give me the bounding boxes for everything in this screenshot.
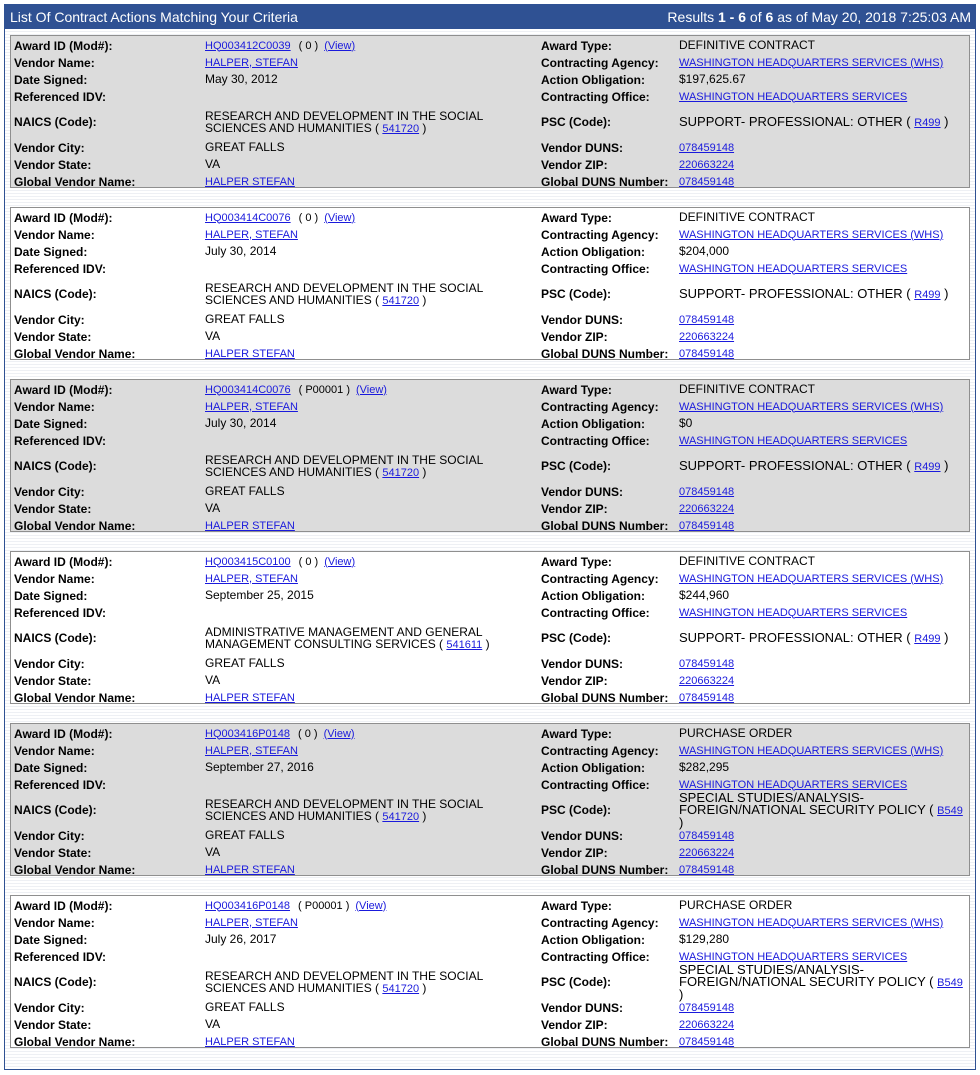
vendor-duns-link[interactable]: 078459148 — [679, 313, 735, 326]
award-id-label: Award ID (Mod#): — [14, 554, 113, 569]
vendor-city-label: Vendor City: — [14, 312, 85, 327]
mod-number: ( P00001 ) — [298, 899, 350, 912]
date-signed-value: September 27, 2016 — [205, 760, 314, 774]
date-signed-label: Date Signed: — [14, 416, 88, 431]
psc-code-link[interactable]: B549 — [937, 804, 963, 817]
contracting-office-link[interactable]: WASHINGTON HEADQUARTERS SERVICES — [679, 606, 908, 619]
award-type-label: Award Type: — [541, 726, 612, 741]
naics-label: NAICS (Code): — [14, 975, 97, 989]
vendor-name-label: Vendor Name: — [14, 227, 95, 242]
award-type-value: PURCHASE ORDER — [679, 898, 793, 912]
date-signed-label: Date Signed: — [14, 760, 88, 775]
date-signed-value: July 30, 2014 — [205, 244, 277, 258]
award-id-link[interactable]: HQ003416P0148 — [205, 727, 291, 740]
vendor-zip-link[interactable]: 220663224 — [679, 846, 735, 859]
global-duns-link[interactable]: 078459148 — [679, 863, 735, 876]
date-signed-label: Date Signed: — [14, 72, 88, 87]
contracting-agency-label: Contracting Agency: — [541, 227, 659, 242]
vendor-duns-label: Vendor DUNS: — [541, 140, 624, 155]
global-vendor-name-link[interactable]: HALPER STEFAN — [205, 1035, 295, 1048]
date-signed-label: Date Signed: — [14, 244, 88, 259]
award-id-label: Award ID (Mod#): — [14, 726, 113, 741]
vendor-zip-link[interactable]: 220663224 — [679, 502, 735, 515]
global-duns-label: Global DUNS Number: — [541, 862, 669, 877]
contract-record — [10, 551, 970, 704]
vendor-zip-label: Vendor ZIP: — [541, 673, 608, 688]
contracting-agency-link[interactable]: WASHINGTON HEADQUARTERS SERVICES (WHS) — [679, 744, 944, 757]
vendor-duns-label: Vendor DUNS: — [541, 484, 624, 499]
vendor-city-label: Vendor City: — [14, 1000, 85, 1015]
contracting-agency-link[interactable]: WASHINGTON HEADQUARTERS SERVICES (WHS) — [679, 56, 944, 69]
global-vendor-name-link[interactable]: HALPER STEFAN — [205, 175, 295, 188]
psc-code-link[interactable]: R499 — [914, 632, 941, 645]
psc-code-link[interactable]: R499 — [914, 460, 941, 473]
vendor-name-link[interactable]: HALPER, STEFAN — [205, 56, 298, 69]
vendor-state-label: Vendor State: — [14, 845, 92, 860]
award-type-label: Award Type: — [541, 554, 612, 569]
vendor-city-label: Vendor City: — [14, 828, 85, 843]
naics-value: RESEARCH AND DEVELOPMENT IN THE SOCIAL SCIENCES AND HUMANITIES ( 541720 ) — [205, 968, 484, 995]
contracting-agency-label: Contracting Agency: — [541, 571, 659, 586]
vendor-zip-link[interactable]: 220663224 — [679, 674, 735, 687]
award-id-label: Award ID (Mod#): — [14, 210, 113, 225]
psc-value: SPECIAL STUDIES/ANALYSIS- FOREIGN/NATIONAL SECURITY POLICY ( B549 ) — [679, 961, 963, 1002]
vendor-zip-link[interactable]: 220663224 — [679, 330, 735, 343]
contracting-office-link[interactable]: WASHINGTON HEADQUARTERS SERVICES — [679, 778, 908, 791]
award-type-label: Award Type: — [541, 898, 612, 913]
view-link[interactable]: (View) — [324, 39, 356, 52]
date-signed-value: May 30, 2012 — [205, 72, 278, 86]
view-link[interactable]: (View) — [324, 555, 356, 568]
vendor-name-label: Vendor Name: — [14, 55, 95, 70]
record-list — [5, 29, 975, 1048]
view-link[interactable]: (View) — [356, 383, 387, 396]
action-obligation-value: $129,280 — [679, 932, 730, 946]
vendor-name-link[interactable]: HALPER, STEFAN — [205, 228, 298, 241]
referenced-idv-label: Referenced IDV: — [14, 605, 107, 620]
action-obligation-label: Action Obligation: — [541, 244, 645, 259]
global-vendor-name-label: Global Vendor Name: — [14, 174, 136, 189]
referenced-idv-label: Referenced IDV: — [14, 89, 107, 104]
psc-label: PSC (Code): — [541, 631, 611, 645]
award-type-value: PURCHASE ORDER — [679, 726, 793, 740]
results-title: List Of Contract Actions Matching Your Criteria — [10, 9, 298, 25]
vendor-name-link[interactable]: HALPER, STEFAN — [205, 916, 298, 929]
vendor-duns-label: Vendor DUNS: — [541, 828, 624, 843]
naics-label: NAICS (Code): — [14, 459, 97, 473]
global-vendor-name-link[interactable]: HALPER STEFAN — [205, 347, 295, 360]
vendor-name-label: Vendor Name: — [14, 399, 95, 414]
psc-label: PSC (Code): — [541, 287, 611, 301]
vendor-city-label: Vendor City: — [14, 484, 85, 499]
psc-value: SPECIAL STUDIES/ANALYSIS- FOREIGN/NATIONAL SECURITY POLICY ( B549 ) — [679, 789, 963, 830]
date-signed-value: July 26, 2017 — [205, 932, 277, 946]
contracting-office-link[interactable]: WASHINGTON HEADQUARTERS SERVICES — [679, 262, 908, 275]
action-obligation-value: $197,625.67 — [679, 72, 746, 86]
psc-value: SUPPORT- PROFESSIONAL: OTHER ( R499 ) — [679, 285, 949, 301]
mod-number: ( 0 ) — [298, 555, 319, 568]
naics-code-link[interactable]: 541720 — [382, 466, 420, 479]
vendor-city-value: GREAT FALLS — [205, 1000, 285, 1014]
vendor-city-value: GREAT FALLS — [205, 312, 285, 326]
contracting-agency-link[interactable]: WASHINGTON HEADQUARTERS SERVICES (WHS) — [679, 228, 944, 241]
action-obligation-label: Action Obligation: — [541, 760, 645, 775]
contract-record — [10, 723, 970, 876]
date-signed-value: July 30, 2014 — [205, 416, 277, 430]
contract-record — [10, 379, 970, 532]
psc-value: SUPPORT- PROFESSIONAL: OTHER ( R499 ) — [679, 629, 949, 645]
vendor-name-label: Vendor Name: — [14, 743, 95, 758]
mod-number: ( 0 ) — [298, 39, 319, 52]
vendor-zip-label: Vendor ZIP: — [541, 157, 608, 172]
action-obligation-label: Action Obligation: — [541, 72, 645, 87]
contracting-agency-label: Contracting Agency: — [541, 915, 659, 930]
vendor-state-label: Vendor State: — [14, 1017, 92, 1032]
global-vendor-name-link[interactable]: HALPER STEFAN — [205, 519, 295, 532]
referenced-idv-label: Referenced IDV: — [14, 433, 107, 448]
naics-label: NAICS (Code): — [14, 287, 97, 301]
award-type-value: DEFINITIVE CONTRACT — [679, 38, 816, 52]
contracting-office-link[interactable]: WASHINGTON HEADQUARTERS SERVICES — [679, 90, 908, 103]
global-duns-label: Global DUNS Number: — [541, 518, 669, 533]
vendor-name-link[interactable]: HALPER, STEFAN — [205, 744, 298, 757]
vendor-state-value: VA — [205, 1017, 221, 1031]
contracting-office-link[interactable]: WASHINGTON HEADQUARTERS SERVICES — [679, 950, 908, 963]
award-id-link[interactable]: HQ003412C0039 — [205, 39, 291, 52]
vendor-zip-link[interactable]: 220663224 — [679, 1018, 735, 1031]
naics-label: NAICS (Code): — [14, 803, 97, 817]
vendor-duns-link[interactable]: 078459148 — [679, 141, 735, 154]
naics-label: NAICS (Code): — [14, 631, 97, 645]
contracting-office-label: Contracting Office: — [541, 89, 650, 104]
vendor-state-value: VA — [205, 845, 221, 859]
psc-label: PSC (Code): — [541, 803, 611, 817]
vendor-city-label: Vendor City: — [14, 140, 85, 155]
award-id-label: Award ID (Mod#): — [14, 38, 113, 53]
global-vendor-name-label: Global Vendor Name: — [14, 346, 136, 361]
vendor-duns-label: Vendor DUNS: — [541, 312, 624, 327]
vendor-city-value: GREAT FALLS — [205, 656, 285, 670]
global-vendor-name-label: Global Vendor Name: — [14, 518, 136, 533]
vendor-state-label: Vendor State: — [14, 673, 92, 688]
contracting-agency-link[interactable]: WASHINGTON HEADQUARTERS SERVICES (WHS) — [679, 572, 944, 585]
vendor-zip-label: Vendor ZIP: — [541, 329, 608, 344]
contracting-office-label: Contracting Office: — [541, 605, 650, 620]
referenced-idv-label: Referenced IDV: — [14, 777, 107, 792]
psc-value: SUPPORT- PROFESSIONAL: OTHER ( R499 ) — [679, 457, 949, 473]
global-duns-label: Global DUNS Number: — [541, 346, 669, 361]
referenced-idv-label: Referenced IDV: — [14, 261, 107, 276]
contracting-agency-link[interactable]: WASHINGTON HEADQUARTERS SERVICES (WHS) — [679, 400, 944, 413]
award-type-label: Award Type: — [541, 210, 612, 225]
vendor-state-label: Vendor State: — [14, 157, 92, 172]
vendor-state-value: VA — [205, 157, 221, 171]
action-obligation-label: Action Obligation: — [541, 588, 645, 603]
naics-value: ADMINISTRATIVE MANAGEMENT AND GENERAL MANAGEMENT CONSULTING SERVICES ( 541611 ) — [205, 624, 490, 651]
contract-record — [10, 35, 970, 188]
naics-code-link[interactable]: 541720 — [382, 982, 420, 995]
contracting-agency-label: Contracting Agency: — [541, 743, 659, 758]
vendor-name-label: Vendor Name: — [14, 915, 95, 930]
award-id-link[interactable]: HQ003414C0076 — [205, 383, 291, 396]
global-duns-link[interactable]: 078459148 — [679, 691, 735, 704]
award-type-value: DEFINITIVE CONTRACT — [679, 210, 816, 224]
psc-label: PSC (Code): — [541, 975, 611, 989]
psc-value: SUPPORT- PROFESSIONAL: OTHER ( R499 ) — [679, 113, 949, 129]
action-obligation-label: Action Obligation: — [541, 416, 645, 431]
date-signed-label: Date Signed: — [14, 588, 88, 603]
vendor-duns-label: Vendor DUNS: — [541, 656, 624, 671]
naics-value: RESEARCH AND DEVELOPMENT IN THE SOCIAL SCIENCES AND HUMANITIES ( 541720 ) — [205, 796, 484, 823]
award-id-link[interactable]: HQ003415C0100 — [205, 555, 291, 568]
naics-value: RESEARCH AND DEVELOPMENT IN THE SOCIAL SCIENCES AND HUMANITIES ( 541720 ) — [205, 108, 484, 135]
date-signed-value: September 25, 2015 — [205, 588, 314, 602]
vendor-city-value: GREAT FALLS — [205, 140, 285, 154]
results-count: Results 1 - 6 of 6 as of May 20, 2018 7:25:03 AM — [667, 9, 971, 25]
view-link[interactable]: (View) — [323, 727, 355, 740]
global-duns-link[interactable]: 078459148 — [679, 347, 735, 360]
mod-number: ( P00001 ) — [298, 383, 350, 396]
global-duns-label: Global DUNS Number: — [541, 1034, 669, 1049]
vendor-state-value: VA — [205, 501, 221, 515]
naics-code-link[interactable]: 541611 — [446, 638, 483, 651]
psc-label: PSC (Code): — [541, 459, 611, 473]
contracting-office-label: Contracting Office: — [541, 949, 650, 964]
vendor-state-label: Vendor State: — [14, 501, 92, 516]
contracting-office-label: Contracting Office: — [541, 777, 650, 792]
view-link[interactable]: (View) — [355, 899, 387, 912]
naics-code-link[interactable]: 541720 — [382, 810, 420, 823]
vendor-zip-label: Vendor ZIP: — [541, 845, 608, 860]
naics-value: RESEARCH AND DEVELOPMENT IN THE SOCIAL SCIENCES AND HUMANITIES ( 541720 ) — [205, 452, 484, 479]
global-duns-link[interactable]: 078459148 — [679, 519, 735, 532]
referenced-idv-label: Referenced IDV: — [14, 949, 107, 964]
naics-label: NAICS (Code): — [14, 115, 97, 129]
vendor-state-value: VA — [205, 329, 221, 343]
global-duns-link[interactable]: 078459148 — [679, 175, 735, 188]
vendor-city-value: GREAT FALLS — [205, 484, 285, 498]
vendor-duns-link[interactable]: 078459148 — [679, 657, 735, 670]
action-obligation-value: $282,295 — [679, 760, 730, 774]
psc-label: PSC (Code): — [541, 115, 611, 129]
date-signed-label: Date Signed: — [14, 932, 88, 947]
vendor-state-value: VA — [205, 673, 221, 687]
view-link[interactable]: (View) — [324, 211, 356, 224]
vendor-name-link[interactable]: HALPER, STEFAN — [205, 572, 298, 585]
mod-number: ( 0 ) — [298, 211, 319, 224]
global-vendor-name-link[interactable]: HALPER STEFAN — [205, 691, 295, 704]
action-obligation-label: Action Obligation: — [541, 932, 645, 947]
contract-record — [10, 207, 970, 360]
award-type-value: DEFINITIVE CONTRACT — [679, 554, 816, 568]
award-type-label: Award Type: — [541, 38, 612, 53]
naics-code-link[interactable]: 541720 — [382, 294, 420, 307]
global-vendor-name-label: Global Vendor Name: — [14, 1034, 136, 1049]
global-vendor-name-label: Global Vendor Name: — [14, 690, 136, 705]
award-id-link[interactable]: HQ003414C0076 — [205, 211, 291, 224]
award-id-label: Award ID (Mod#): — [14, 898, 113, 913]
contract-record — [10, 895, 970, 1048]
contracting-office-link[interactable]: WASHINGTON HEADQUARTERS SERVICES — [679, 434, 908, 447]
vendor-zip-label: Vendor ZIP: — [541, 501, 608, 516]
vendor-duns-link[interactable]: 078459148 — [679, 829, 735, 842]
naics-value: RESEARCH AND DEVELOPMENT IN THE SOCIAL SCIENCES AND HUMANITIES ( 541720 ) — [205, 280, 484, 307]
vendor-name-label: Vendor Name: — [14, 571, 95, 586]
psc-code-link[interactable]: B549 — [937, 976, 963, 989]
award-id-label: Award ID (Mod#): — [14, 382, 113, 397]
contracting-office-label: Contracting Office: — [541, 433, 650, 448]
award-type-label: Award Type: — [541, 382, 612, 397]
contracting-agency-label: Contracting Agency: — [541, 55, 659, 70]
award-id-link[interactable]: HQ003416P0148 — [205, 899, 291, 912]
action-obligation-value: $244,960 — [679, 588, 730, 602]
vendor-duns-link[interactable]: 078459148 — [679, 485, 735, 498]
psc-code-link[interactable]: R499 — [914, 288, 941, 301]
vendor-name-link[interactable]: HALPER, STEFAN — [205, 400, 298, 413]
vendor-zip-link[interactable]: 220663224 — [679, 158, 735, 171]
vendor-city-value: GREAT FALLS — [205, 828, 285, 842]
global-vendor-name-label: Global Vendor Name: — [14, 862, 136, 877]
vendor-city-label: Vendor City: — [14, 656, 85, 671]
vendor-state-label: Vendor State: — [14, 329, 92, 344]
results-panel — [4, 4, 976, 1070]
psc-code-link[interactable]: R499 — [914, 116, 941, 129]
action-obligation-value: $0 — [679, 416, 693, 430]
vendor-duns-link[interactable]: 078459148 — [679, 1001, 735, 1014]
global-vendor-name-link[interactable]: HALPER STEFAN — [205, 863, 295, 876]
contracting-agency-label: Contracting Agency: — [541, 399, 659, 414]
global-duns-link[interactable]: 078459148 — [679, 1035, 735, 1048]
mod-number: ( 0 ) — [298, 727, 318, 740]
contracting-office-label: Contracting Office: — [541, 261, 650, 276]
action-obligation-value: $204,000 — [679, 244, 730, 258]
award-type-value: DEFINITIVE CONTRACT — [679, 382, 816, 396]
naics-code-link[interactable]: 541720 — [382, 122, 420, 135]
results-header — [5, 5, 975, 29]
global-duns-label: Global DUNS Number: — [541, 174, 669, 189]
contracting-agency-link[interactable]: WASHINGTON HEADQUARTERS SERVICES (WHS) — [679, 916, 944, 929]
global-duns-label: Global DUNS Number: — [541, 690, 669, 705]
vendor-zip-label: Vendor ZIP: — [541, 1017, 608, 1032]
vendor-duns-label: Vendor DUNS: — [541, 1000, 624, 1015]
